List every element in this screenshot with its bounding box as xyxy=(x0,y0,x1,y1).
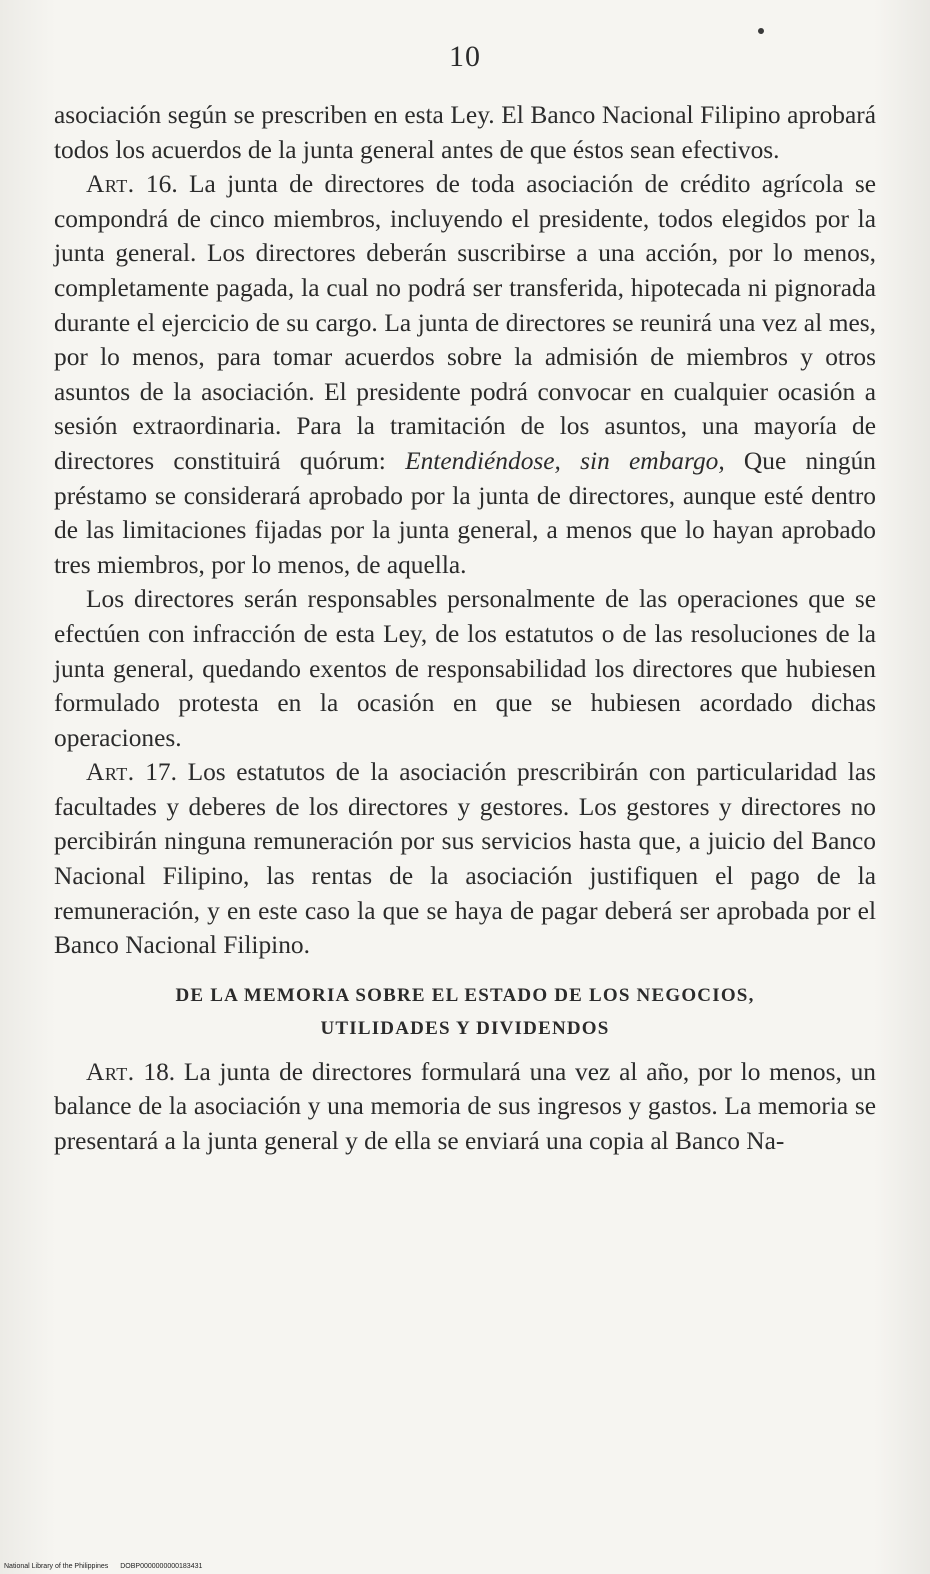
paragraph: Los directores serán responsables personalmente de las operaciones que se efectúen con infracción de esta Ley, de los estatutos o de las resoluciones de la junta general, quedando exentos de responsabilidad los directores que hubiesen formulado protesta en la ocasión en que se hubiesen acordado dichas operaciones. xyxy=(54,585,876,752)
ink-speck xyxy=(758,28,764,34)
paragraph: asociación según se prescriben en esta Ley. El Banco Nacional Filipino aprobará todos los acuerdos de la junta general antes de que éstos sean efectivos. xyxy=(54,101,876,164)
body-text xyxy=(54,98,876,1159)
article-text: 18. La junta de directores formulará una vez al año, por lo menos, un balance de la asociación y una memoria de sus ingresos y gastos. La memoria se presentará a la junta general y de ella se enviará una copia al Banco Na- xyxy=(54,1057,876,1156)
article-label: Art. xyxy=(86,170,135,199)
article-18 xyxy=(54,1055,876,1159)
article-17 xyxy=(54,755,876,963)
page-number: 10 xyxy=(449,40,481,73)
section-heading xyxy=(54,979,876,1045)
footer xyxy=(4,1563,212,1570)
article-italic: Entendiéndose, sin embargo, xyxy=(405,446,725,475)
article-text-after: Que ningún préstamo se considerará aprobado por la junta de directores, aunque esté dentro de las limitaciones fijadas por la junta general, a menos que lo hayan aprobado tres miembros, por lo menos, de aquella. xyxy=(54,446,877,579)
footer-code: DOBP0000000000183431 xyxy=(120,1563,203,1570)
footer-library: National Library of the Philippines xyxy=(4,1563,109,1570)
article-16 xyxy=(54,167,876,582)
article-text: 16. La junta de directores de toda asociación de crédito agrícola se compondrá de cinco miembros, incluyendo el presidente, todos elegidos por la junta general. Los directores deberán suscribirse a una acción, por lo menos, completamente pagada, la cual no podrá ser transferida, hipotecada ni pignorada durante el ejercicio de su cargo. La junta de directores se reunirá una vez al mes, por lo menos, para tomar acuerdos sobre la admisión de miembros y otros asuntos de la asociación. El presidente podrá convocar en cualquier ocasión a sesión extraordinaria. Para la tramitación de los asuntos, una mayoría de directores constituirá quórum: xyxy=(54,170,876,475)
article-text: 17. Los estatutos de la asociación prescribirán con particularidad las facultades y deberes de los directores y gestores. Los gestores y directores no percibirán ninguna remuneración por sus servicios hasta que, a juicio del Banco Nacional Filipino, las rentas de la asociación justifiquen el pago de la remuneración, y en este caso la que se haya de pagar deberá ser aprobada por el Banco Nacional Filipino. xyxy=(54,758,876,960)
article-label: Art. xyxy=(86,1057,135,1086)
article-label: Art. xyxy=(86,758,135,787)
section-heading-line: UTILIDADES Y DIVIDENDOS xyxy=(320,1017,610,1039)
section-heading-line: DE LA MEMORIA SOBRE EL ESTADO DE LOS NEGOCIOS, xyxy=(175,984,755,1006)
